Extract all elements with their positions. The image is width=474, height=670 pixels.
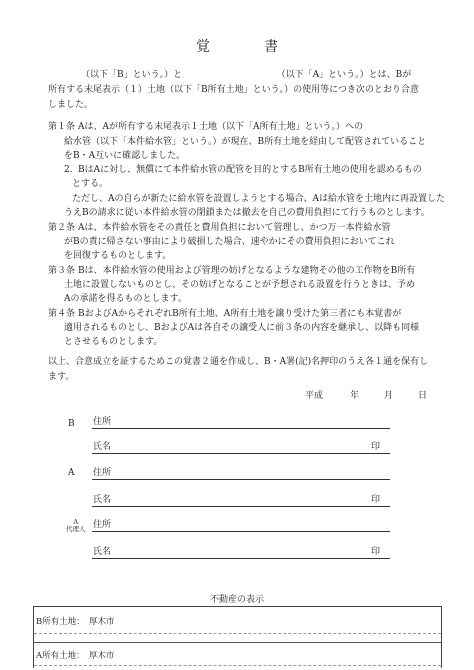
property-row-b: B所有土地： 厚木市 xyxy=(36,617,115,627)
article-3-label: 第３条 xyxy=(48,266,76,276)
signature-b-address-label: 住所 xyxy=(93,417,112,427)
article-2-label: 第２条 xyxy=(48,223,76,233)
signature-agent-name-line[interactable] xyxy=(92,558,390,559)
property-row-divider-3 xyxy=(34,665,441,666)
article-1-line-3: をB・A互いに確認しました。 xyxy=(64,151,186,161)
signature-b-address-line[interactable] xyxy=(92,428,390,429)
signature-agent-address-label: 住所 xyxy=(93,520,112,530)
article-1-sub2-line-2: とする。 xyxy=(72,179,109,189)
date-day-label: 日 xyxy=(418,391,428,401)
signature-party-b: B xyxy=(68,419,75,429)
article-2-text: Aは、本件給水管をその責任と費用負担において管理し、かつ万一本件給水管 xyxy=(78,223,391,233)
signature-agent-address-line[interactable] xyxy=(92,531,390,532)
article-4-text: BおよびAからそれぞれB所有土地、A所有土地を譲り受けた第三者にも本覚書が xyxy=(78,309,402,319)
property-table xyxy=(33,606,442,668)
signature-b-seal: 印 xyxy=(371,442,381,452)
signature-a-name-label: 氏名 xyxy=(93,495,112,505)
intro-line-1: （以下「B」という。）と （以下「A」という。）とは、Bが xyxy=(81,70,412,80)
article-1-line-2: 給水管（以下「本件給水管」という。）が現在、B所有土地を経由して配管されていること xyxy=(64,137,427,147)
article-1-label: 第１条 xyxy=(48,122,76,132)
date-month-label: 月 xyxy=(384,391,394,401)
closing-line-1: 以上、合意成立を証するためこの覚書２通を作成し、B・A署(記)名押印のうえ各１通を保有し xyxy=(48,357,429,367)
article-3-line-2: 土地に設置しないものとし、その妨げとなることが予想される設置を行うときは、予め xyxy=(64,280,416,290)
article-3-line-3: Aの承諾を得るものとします。 xyxy=(64,294,187,304)
article-1-sub2-text: BはAに対し、無償にて本件給水管の配管を目的とするB所有土地の使用を認めるもの xyxy=(78,165,422,175)
intro-line-2: 所有する末尾表示（１）土地（以下「B所有土地」という。）の使用等につき次のとおり合意 xyxy=(48,85,419,95)
document-title: 覚 書 xyxy=(196,39,298,55)
property-row-divider-2 xyxy=(34,642,441,643)
signature-party-a-agent: A 代理人 xyxy=(66,518,86,534)
article-1-proviso-line-1: ただし、Aの自らが新たに給水管を設置しようとする場合、Aは給水管を土地内に再設置した xyxy=(72,194,446,204)
signature-a-address-label: 住所 xyxy=(93,468,112,478)
signature-a-address-line[interactable] xyxy=(92,479,390,480)
article-2-line-2: がBの責に帰さない事由により破損した場合、速やかにその費用負担においてこれ xyxy=(64,237,395,247)
signature-party-a: A xyxy=(68,468,75,478)
property-row-a: A所有土地： 厚木市 xyxy=(36,651,115,661)
article-4-label: 第４条 xyxy=(48,309,76,319)
article-1-proviso-line-2: うえBの請求に従い本件給水管の閉鎖または撤去を自己の費用負担にて行うものとします。 xyxy=(64,208,430,218)
signature-b-name-label: 氏名 xyxy=(93,442,112,452)
date-year-label: 年 xyxy=(350,391,360,401)
date-era: 平成 xyxy=(305,391,324,401)
signature-a-name-line[interactable] xyxy=(92,506,390,507)
closing-line-2: ます。 xyxy=(48,372,75,382)
article-2-line-3: を回復するものとします。 xyxy=(64,251,172,261)
signature-a-seal: 印 xyxy=(371,495,381,505)
signature-b-name-line[interactable] xyxy=(92,453,390,454)
article-4-line-2: 適用されるものとし、BおよびAは各自その譲受人に前３条の内容を継承し、以降も同様 xyxy=(64,323,420,333)
article-1-sub2-label: 2． xyxy=(64,165,79,175)
signature-agent-seal: 印 xyxy=(371,547,381,557)
article-4-line-3: とさせるものとします。 xyxy=(64,337,163,347)
property-heading: 不動産の表示 xyxy=(209,595,264,605)
property-row-divider-1 xyxy=(34,633,441,634)
article-1-text: Aは、Aが所有する末尾表示１土地（以下「A所有土地」という。）への xyxy=(78,122,364,132)
article-3-text: Bは、本件給水管の使用および管理の妨げとなるような建物その他の工作物をB所有 xyxy=(78,266,416,276)
intro-line-3: しました。 xyxy=(48,100,94,110)
signature-agent-name-label: 氏名 xyxy=(93,547,112,557)
